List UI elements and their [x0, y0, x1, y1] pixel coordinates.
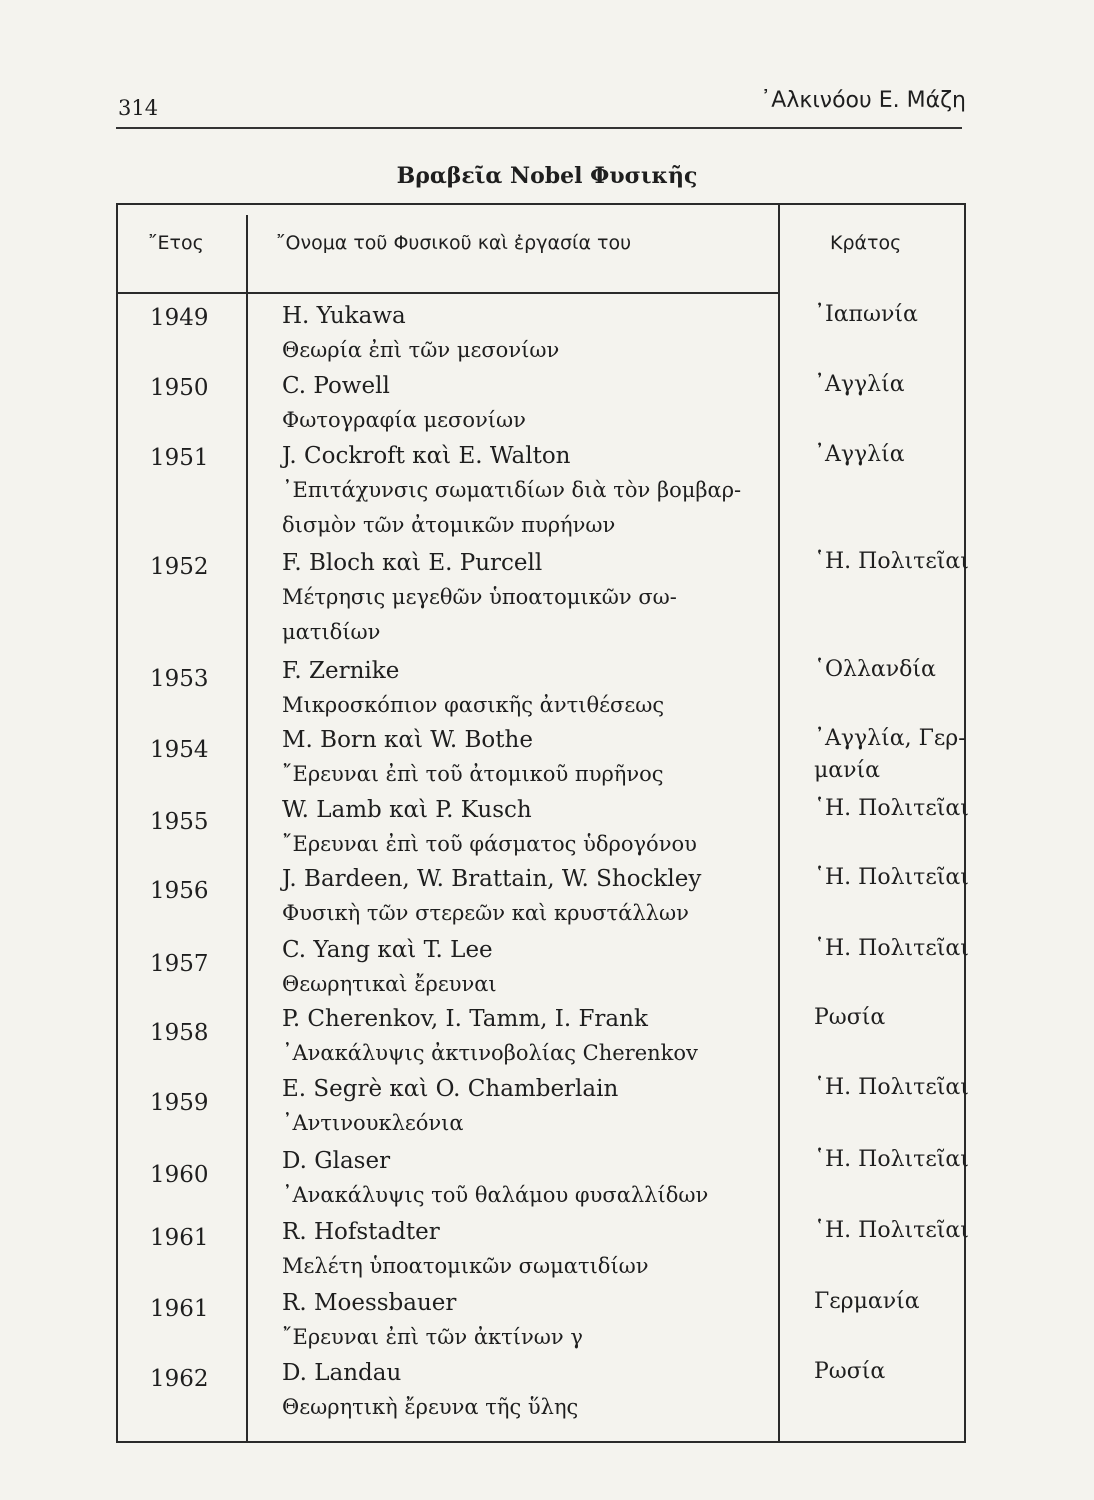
country-cell: ῾Η. Πολιτεῖαι: [814, 1147, 969, 1172]
physicist-name: F. Zernike: [282, 658, 400, 684]
country-cell: ῾Η. Πολιτεῖαι: [814, 1075, 969, 1100]
physicist-name: E. Segrè καὶ O. Chamberlain: [282, 1076, 619, 1102]
physicist-name: R. Moessbauer: [282, 1290, 457, 1316]
year-cell: 1953: [150, 666, 209, 692]
country-cell: ῾Η. Πολιτεῖαι: [814, 796, 969, 821]
running-title: ᾿Αλκινόου Ε. Μάζη: [760, 88, 966, 113]
year-cell: 1957: [150, 951, 209, 977]
column-header-year: ῎Ετος: [148, 232, 204, 254]
work-description: Φωτογραφία μεσονίων: [282, 408, 526, 432]
year-cell: 1961: [150, 1296, 209, 1322]
work-description: ῎Ερευναι ἐπὶ τοῦ ἀτομικοῦ πυρῆνος: [282, 762, 664, 786]
physicist-name: F. Bloch καὶ E. Purcell: [282, 550, 543, 576]
work-description: ᾿Ανακάλυψις τοῦ θαλάμου φυσαλλίδων: [282, 1183, 709, 1207]
country-cell: ᾿Αγγλία: [814, 442, 905, 467]
country-cell: ῾Η. Πολιτεῖαι: [814, 936, 969, 961]
column-header-country: Κράτος: [830, 232, 902, 254]
work-description: ᾿Αντινουκλεόνια: [282, 1111, 464, 1135]
work-description: ᾿Επιτάχυνσις σωματιδίων διὰ τὸν βομβαρ-: [282, 478, 742, 502]
work-description: Μικροσκόπιον φασικῆς ἀντιθέσεως: [282, 693, 665, 717]
country-cell: Ρωσία: [814, 1359, 886, 1384]
year-cell: 1961: [150, 1225, 209, 1251]
work-description: ῎Ερευναι ἐπὶ τῶν ἀκτίνων γ: [282, 1325, 583, 1349]
physicist-name: J. Cockroft καὶ E. Walton: [282, 443, 571, 469]
year-cell: 1956: [150, 878, 209, 904]
header-divider: [116, 292, 780, 294]
page-number: 314: [118, 96, 159, 120]
year-cell: 1950: [150, 375, 209, 401]
header-rule: [116, 127, 962, 129]
physicist-name: M. Born καὶ W. Bothe: [282, 727, 533, 753]
year-cell: 1951: [150, 445, 209, 471]
physicist-name: C. Powell: [282, 373, 390, 399]
country-cell: ῾Ολλανδία: [814, 657, 936, 682]
year-cell: 1960: [150, 1162, 209, 1188]
country-cell: ᾿Αγγλία: [814, 372, 905, 397]
column-divider-1: [246, 215, 248, 1443]
work-description: Θεωρητικαὶ ἔρευναι: [282, 972, 497, 996]
year-cell: 1955: [150, 809, 209, 835]
physicist-name: C. Yang καὶ T. Lee: [282, 937, 493, 963]
physicist-name: D. Glaser: [282, 1148, 391, 1174]
work-description: Θεωρία ἐπὶ τῶν μεσονίων: [282, 338, 560, 362]
physicist-name: J. Bardeen, W. Brattain, W. Shockley: [282, 866, 702, 892]
work-description: Φυσικὴ τῶν στερεῶν καὶ κρυστάλλων: [282, 901, 689, 925]
year-cell: 1949: [150, 305, 209, 331]
country-cell: Ρωσία: [814, 1005, 886, 1030]
country-cell: ᾿Ιαπωνία: [814, 302, 918, 327]
work-description: Μέτρησις μεγεθῶν ὑποατομικῶν σω-: [282, 585, 677, 609]
country-cell: ᾿Αγγλία, Γερ-: [814, 726, 966, 751]
year-cell: 1958: [150, 1020, 209, 1046]
work-description: ῎Ερευναι ἐπὶ τοῦ φάσματος ὑδρογόνου: [282, 832, 697, 856]
physicist-name: D. Landau: [282, 1360, 402, 1386]
year-cell: 1954: [150, 737, 209, 763]
physicist-name: P. Cherenkov, I. Tamm, I. Frank: [282, 1006, 648, 1032]
country-cell: μανία: [814, 758, 881, 783]
work-description: ματιδίων: [282, 620, 381, 644]
column-header-name-work: ῎Ονομα τοῦ Φυσικοῦ καὶ ἐργασία του: [276, 232, 632, 254]
work-description: δισμὸν τῶν ἀτομικῶν πυρήνων: [282, 513, 616, 537]
year-cell: 1962: [150, 1366, 209, 1392]
country-cell: ῾Η. Πολιτεῖαι: [814, 865, 969, 890]
country-cell: Γερμανία: [814, 1289, 920, 1314]
table-title: Βραβεῖα Nobel Φυσικῆς: [396, 163, 698, 189]
country-cell: ῾Η. Πολιτεῖαι: [814, 549, 969, 574]
work-description: Θεωρητικὴ ἔρευνα τῆς ὕλης: [282, 1395, 579, 1419]
country-cell: ῾Η. Πολιτεῖαι: [814, 1218, 969, 1243]
year-cell: 1952: [150, 554, 209, 580]
column-divider-2: [778, 203, 780, 1443]
work-description: Μελέτη ὑποατομικῶν σωματιδίων: [282, 1254, 649, 1278]
year-cell: 1959: [150, 1090, 209, 1116]
physicist-name: W. Lamb καὶ P. Kusch: [282, 797, 532, 823]
work-description: ᾿Ανακάλυψις ἀκτινοβολίας Cherenkov: [282, 1041, 698, 1065]
physicist-name: R. Hofstadter: [282, 1219, 440, 1245]
physicist-name: H. Yukawa: [282, 303, 406, 329]
